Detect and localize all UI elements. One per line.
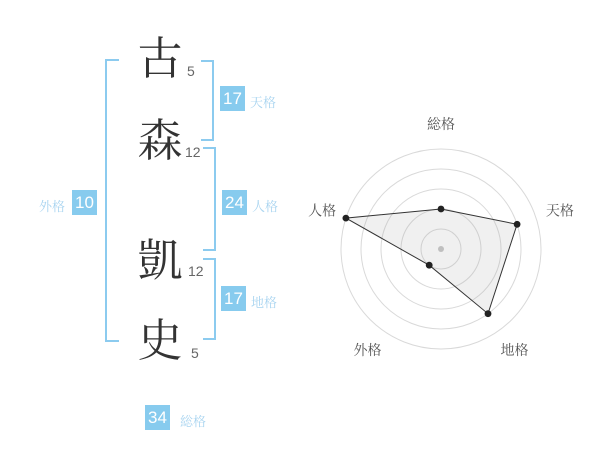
jinkaku-bracket — [203, 147, 216, 251]
stroke-count-2: 12 — [185, 144, 201, 160]
soukaku-value-box: 34 — [145, 405, 170, 430]
chikaku-bracket — [203, 258, 216, 340]
radar-axis-label: 外格 — [353, 342, 382, 359]
radar-polygon — [346, 209, 517, 314]
radar-data-point — [343, 215, 350, 222]
name-char-2: 森 — [137, 115, 183, 166]
chikaku-value-box: 17 — [221, 286, 246, 311]
gaikaku-bracket — [105, 59, 119, 342]
gaikaku-label: 外格 — [39, 199, 66, 214]
stroke-count-3: 12 — [188, 263, 204, 279]
tenkaku-label: 天格 — [250, 95, 277, 110]
radar-center-dot — [438, 246, 444, 252]
name-char-1: 古 — [137, 33, 183, 84]
radar-data-point — [514, 221, 521, 228]
soukaku-label: 総格 — [180, 414, 207, 429]
radar-chart — [291, 99, 591, 399]
radar-data-point — [438, 206, 445, 213]
radar-data-point — [426, 262, 433, 269]
radar-axis-label: 総格 — [427, 116, 455, 132]
radar-axis-label: 人格 — [308, 202, 337, 219]
gaikaku-value-box: 10 — [72, 190, 97, 215]
tenkaku-bracket — [201, 60, 214, 141]
tenkaku-value-box: 17 — [220, 86, 245, 111]
radar-data-point — [485, 310, 492, 317]
stroke-count-4: 5 — [191, 345, 199, 361]
stroke-count-1: 5 — [187, 63, 195, 79]
name-char-4: 史 — [137, 315, 183, 366]
chikaku-label: 地格 — [251, 295, 278, 310]
radar-axis-label: 天格 — [545, 202, 574, 219]
jinkaku-value-box: 24 — [222, 190, 247, 215]
radar-axis-label: 地格 — [500, 342, 529, 359]
name-char-3: 凱 — [137, 235, 183, 286]
jinkaku-label: 人格 — [252, 199, 279, 214]
